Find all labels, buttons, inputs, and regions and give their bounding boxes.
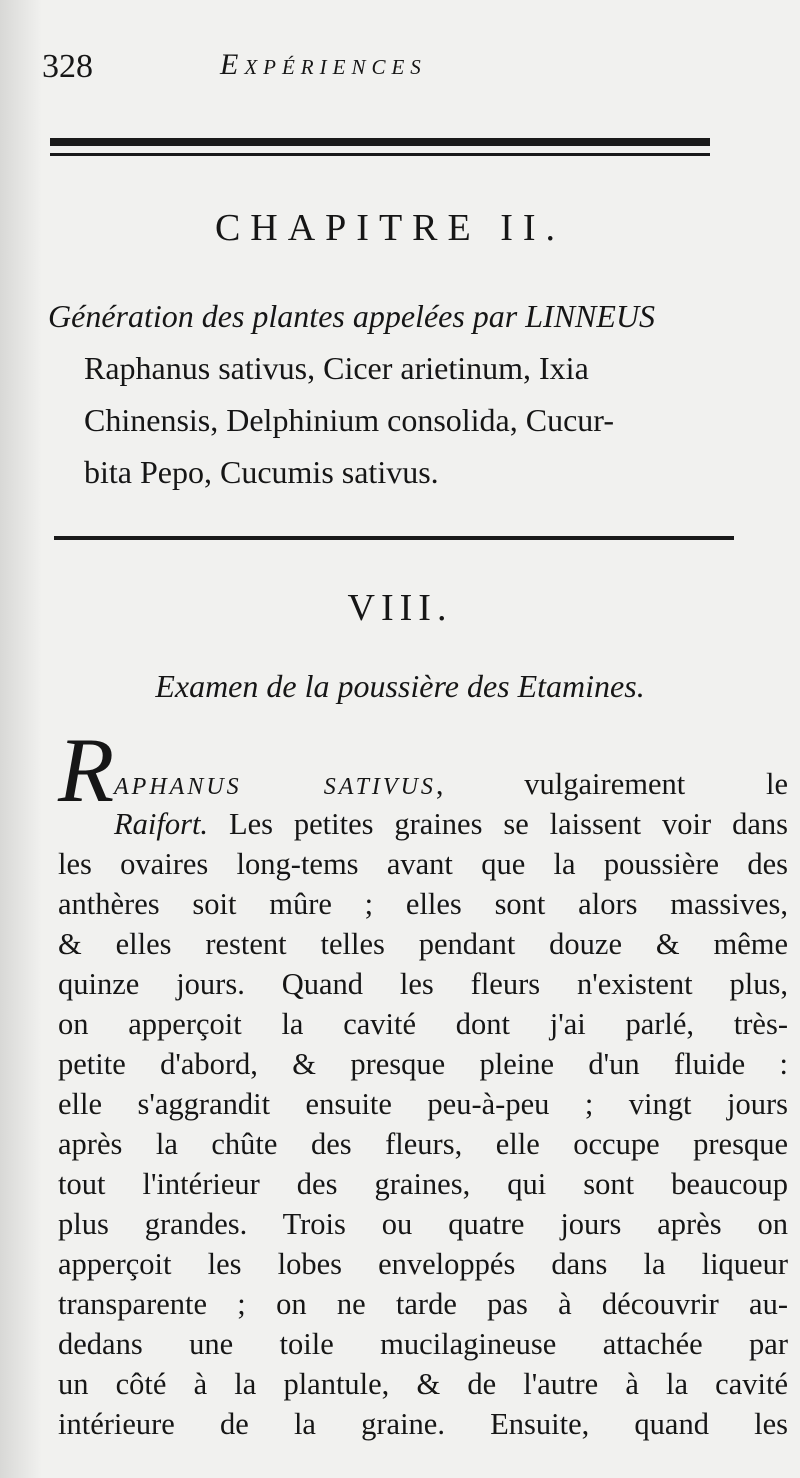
text-line: apperçoit les lobes enveloppés dans la liqueur xyxy=(58,1247,788,1281)
text-line: les ovaires long-tems avant que la poussière des xyxy=(58,847,788,881)
text-line: dedans une toile mucilagineuse attachée par xyxy=(58,1327,788,1361)
species-line: Chinensis, Delphinium consolida, Cucur- xyxy=(84,402,614,438)
chapter-title: CHAPITRE II. xyxy=(214,207,566,249)
chapter-subtitle-species xyxy=(48,342,768,498)
chapter-subtitle-italic: Génération des plantes appelées par LINNEUS xyxy=(48,298,656,334)
text-line-rest: Les petites graines se laissent voir dans xyxy=(208,807,788,841)
running-head xyxy=(42,48,742,88)
text-line xyxy=(58,804,788,844)
header-rule-thin xyxy=(50,153,710,156)
text-line: après la chûte des fleurs, elle occupe presque xyxy=(58,1127,788,1161)
header-rule-thick xyxy=(50,138,710,146)
text-line: un côté à la plantule, & de l'autre à la cavité xyxy=(58,1367,788,1401)
section-title: Examen de la poussière des Etamines. xyxy=(155,668,645,704)
running-title: Expériences xyxy=(220,48,427,81)
first-line-caps: APHANUS SATIVUS xyxy=(114,774,436,800)
section-rule xyxy=(54,536,734,540)
body-text xyxy=(58,720,788,1444)
text-line: elle s'aggrandit ensuite peu-à-peu ; vingt jours xyxy=(58,1087,788,1121)
text-line: on apperçoit la cavité dont j'ai parlé, très- xyxy=(58,1007,788,1041)
page-number: 328 xyxy=(42,48,93,85)
section-number: VIII. xyxy=(347,587,453,629)
chapter-subtitle xyxy=(48,290,768,498)
text-line: transparente ; on ne tarde pas à découvrir au- xyxy=(58,1287,788,1321)
text-line: intérieure de la graine. Ensuite, quand les xyxy=(58,1407,788,1441)
text-line: quinze jours. Quand les fleurs n'existent plus, xyxy=(58,967,788,1001)
text-line: & elles restent telles pendant douze & même xyxy=(58,927,788,961)
text-line: petite d'abord, & presque pleine d'un fluide : xyxy=(58,1047,788,1081)
first-line xyxy=(58,720,788,804)
species-line: Raphanus sativus, Cicer arietinum, Ixia xyxy=(84,350,589,386)
raifort-italic: Raifort. xyxy=(114,807,209,841)
text-line: anthères soit mûre ; elles sont alors massives, xyxy=(58,887,788,921)
drop-cap: R xyxy=(58,719,115,821)
first-line-rest: , vulgairement le xyxy=(435,767,788,801)
species-line: bita Pepo, Cucumis sativus. xyxy=(84,454,439,490)
text-line: plus grandes. Trois ou quatre jours après on xyxy=(58,1207,788,1241)
text-line: tout l'intérieur des graines, qui sont beaucoup xyxy=(58,1167,788,1201)
